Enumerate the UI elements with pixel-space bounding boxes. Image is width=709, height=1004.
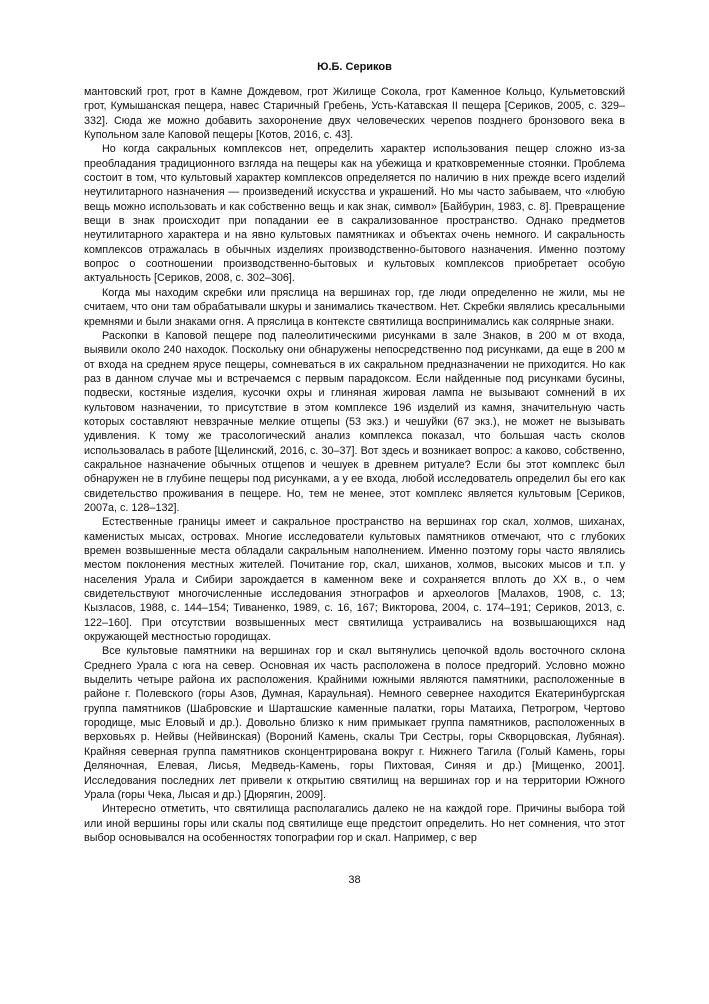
paragraph: Все культовые памятники на вершинах гор и скал вытянулись цепочкой вдоль восточного склона Среднего Урала с юга на север. Основная их часть расположена в полосе предгорий. Условно можно выделить четыре района их расположения. Крайними южными являются памятники, расположенные в районе г. Полевского (горы Азов, Думная, Караульная). Немного севернее находится Екатеринбургская группа памятников (Шабровские и Шарташские каменные палатки, горы Матаиха, Петрогром, Чертово городище, мыс Еловый и др.). Довольно близко к ним примыкает группа памятников, расположенных в верховьях р. Нейвы (Нейвинская) (Вороний Камень, скалы Три Сестры, горы Скворцовская, Лубяная). Крайняя северная группа памятников сконцентрирована вокруг г. Нижнего Тагила (Голый Камень, горы Деляночная, Елевая, Лисья, Медведь-Камень, горы Пихтовая, Синяя и др.) [Мищенко, 2001]. Исследования последних лет привели к открытию святилищ на вершинах гор и на территории Южного Урала (горы Чека, Лысая и др.) [Дюрягин, 2009]. (84, 645, 625, 801)
paragraph: Раскопки в Каповой пещере под палеолитическими рисунками в зале Знаков, в 200 м от входа, выявили около 240 находок. Поскольку они обнаружены непосредственно под рисунками, да еще в 200 м от входа на среднем ярусе пещеры, сомневаться в их сакральном предназначении не приходится. Но как раз в данном случае мы и встречаемся с первым парадоксом. Если найденные под рисунками бусины, подвески, костяные изделия, кусочки охры и глиняная жировая лампа не вызывают сомнений в их культовом назначении, то присутствие в этом комплексе 196 изделий из камня, значительную часть которых составляют невзрачные мелкие отщепы (53 экз.) и чешуйки (67 экз.), не может не вызывать удивления. К тому же трасологический анализ комплекса показал, что большая часть сколов использовалась в работе [Щелинский, 2016, с. 30–37]. Вот здесь и возникает вопрос: а каково, собственно, сакральное назначение обычных отщепов и чешуек в древнем ритуале? Если бы этот комплекс был обнаружен не в глубине пещеры под рисунками, а у ее входа, любой исследователь определил бы его как свидетельство проживания в пещере. Но, тем не менее, этот комплекс является культовым [Сериков, 2007а, с. 128–132]. (84, 329, 625, 514)
running-title: Ю.Б. Сериков (317, 61, 392, 73)
paragraph: Но когда сакральных комплексов нет, определить характер использования пещер сложно из-за преобладания традиционного взгляда на пещеры как на убежища и кратковременные стоянки. Проблема состоит в том, что культовый характер комплексов определяется по наличию в них прежде всего изделий неутилитарного назначения — произведений искусства и украшений. Но мы часто забываем, что «любую вещь можно использовать и как собственно вещь и как знак, символ» [Байбурин, 1983, с. 8]. Превращение вещи в знак происходит при попадании ее в сакрализованное пространство. Однако предметов неутилитарного характера и на явно культовых памятниках и объектах очень немного. И сакральность комплексов отражалась в обычных изделиях производственно-бытового назначения. Именно поэтому вопрос о соотношении производственно-бытовых и культовых комплексов приобретает особую актуальность [Сериков, 2008, с. 302–306]. (84, 143, 625, 285)
page-number: 38 (348, 874, 361, 886)
page-content (84, 60, 625, 845)
body-text (84, 85, 625, 845)
paragraph: мантовский грот, грот в Камне Дождевом, грот Жилище Сокола, грот Каменное Кольцо, Кульметовский грот, Кумышанская пещера, навес Старичный Гребень, Усть-Катавская II пещера [Сериков, 2005, с. 329–332]. Сюда же можно добавить захоронение двух человеческих черепов позднего бронзового века в Купольном зале Каповой пещеры [Котов, 2016, с. 43]. (84, 86, 625, 142)
paragraph: Естественные границы имеет и сакральное пространство на вершинах гор скал, холмов, шиханах, каменистых мысах, островах. Многие исследователи культовых памятников отмечают, что с глубоких времен возвышенные места обладали сакральным наполнением. Именно поэтому горы часто являлись местом поклонения местных жителей. Почитание гор, скал, шиханов, холмов, высоких мысов и т.п. у населения Урала и Сибири зарождается в каменном веке и сохраняется вплоть до XX в., о чем свидетельствуют многочисленные исследования этнографов и археологов [Малахов, 1908, с. 13; Кызласов, 1988, с. 144–154; Тиваненко, 1989, с. 16, 167; Викторова, 2004, с. 174–191; Сериков, 2013, с. 122–160]. При отсутствии возвышенных мест святилища устраивались на возвышающихся над окружающей местностью городищах. (84, 516, 625, 644)
paragraph: Когда мы находим скребки или пряслица на вершинах гор, где люди определенно не жили, мы не считаем, что они там обрабатывали шкуры и занимались ткачеством. Нет. Скребки являлись кресальными кремнями и были знаками огня. А пряслица в контексте святилища воспринимались как солярные знаки. (84, 286, 625, 328)
paragraph: Интересно отметить, что святилища располагались далеко не на каждой горе. Причины выбора той или иной вершины горы или скалы под святилище еще предстоит определить. Но нет сомнения, что этот выбор основывался на особенностях топографии гор и скал. Например, с вер (84, 803, 625, 844)
